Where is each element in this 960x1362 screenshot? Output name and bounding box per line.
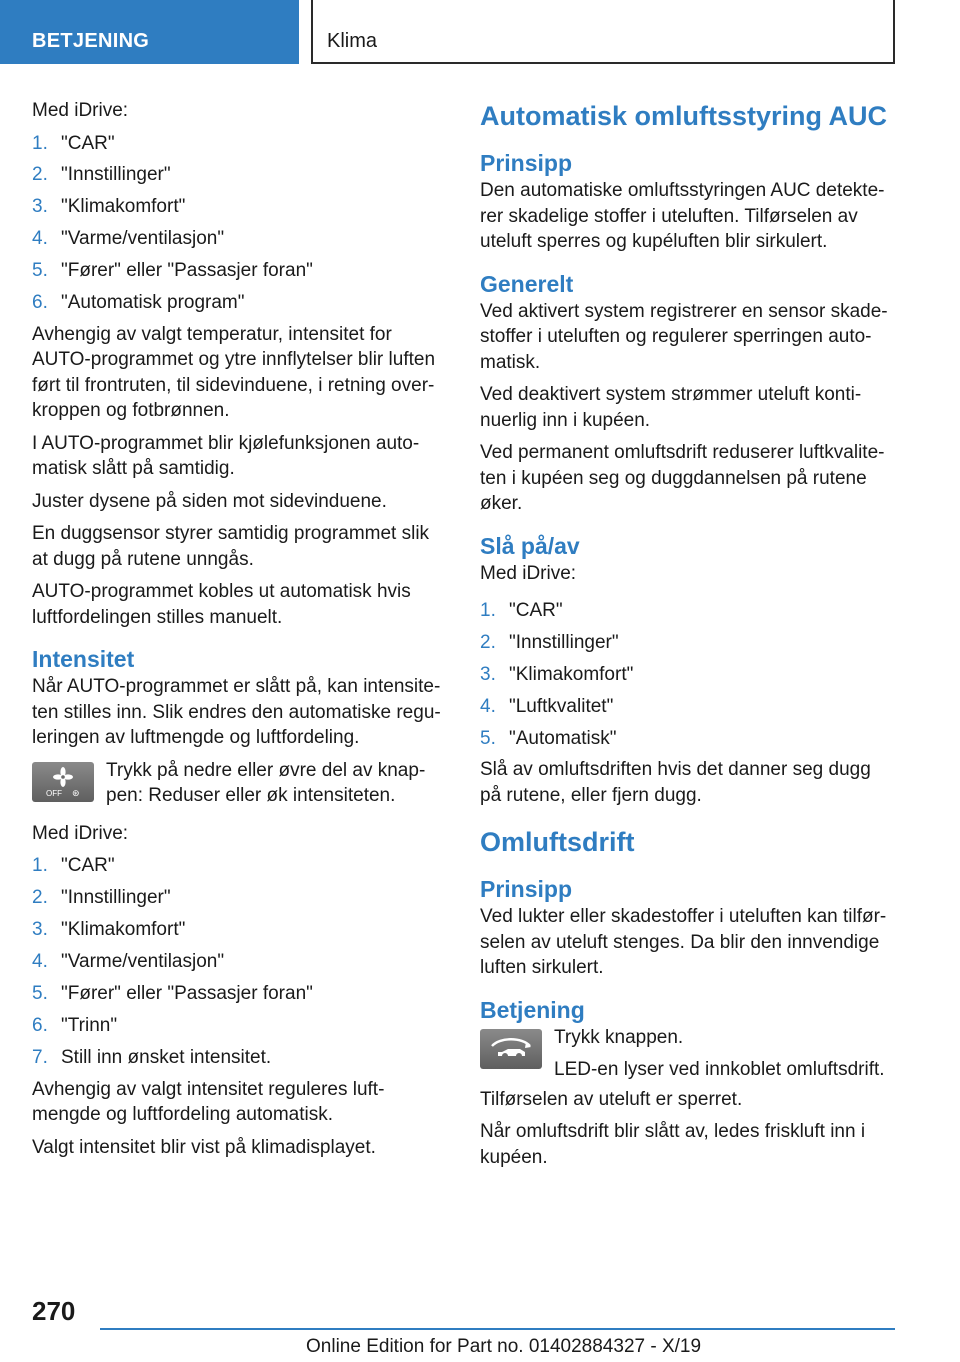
paragraph: Avhengig av valgt intensitet reguleres luftmengde og luftfordeling automatisk. <box>32 1078 385 1126</box>
paragraph: Den automatiske omluftsstyringen AUC detekterer skadelige stoffer i uteluften. Tilførselen av uteluft sperres og kupéluften blir sirkulert. <box>480 180 885 252</box>
step-item <box>480 662 894 688</box>
step-number: 7. <box>32 1046 48 1068</box>
paragraph: Juster dysene på siden mot sidevinduene. <box>32 490 387 512</box>
step-item <box>32 258 446 284</box>
heading-intensitet: Intensitet <box>32 646 135 673</box>
step-number: 2. <box>32 887 48 909</box>
step-item <box>480 598 894 624</box>
paragraph: I AUTO-programmet blir kjølefunksjonen automatisk slått på samtidig. <box>32 432 420 480</box>
heading-generelt: Generelt <box>480 270 574 297</box>
step-label: "Varme/ventilasjon" <box>61 951 225 973</box>
step-item <box>32 917 446 943</box>
step-number: 3. <box>480 663 496 685</box>
step-label: "CAR" <box>61 855 115 877</box>
step-item <box>32 981 446 1007</box>
step-item <box>32 194 446 220</box>
step-label: "Varme/ventilasjon" <box>61 228 225 250</box>
chapter-title: Klima <box>311 0 895 64</box>
step-item <box>480 726 894 752</box>
section-tab: BETJENING <box>0 0 299 64</box>
fan-off-label: OFF <box>46 788 62 798</box>
paragraph: Valgt intensitet blir vist på klimadisplayet. <box>32 1136 376 1158</box>
paragraph: Når omluftsdrift blir slått av, ledes friskluft inn i kupéen. <box>480 1121 866 1168</box>
step-item <box>32 885 446 911</box>
paragraph: Avhengig av valgt temperatur, intensitet for AUTO-programmet og ytre innflytelser blir luften ført til frontruten, til sidevinduene, i retning overkroppen og fotbrønnen. <box>32 323 436 422</box>
step-item <box>32 131 446 157</box>
recirculation-button-row <box>480 1025 894 1083</box>
step-label: "CAR" <box>509 600 563 621</box>
step-label: "Klimakomfort" <box>509 663 634 685</box>
heading-omluftsdrift: Omluftsdrift <box>480 827 635 858</box>
heading-betjening: Betjening <box>480 996 585 1023</box>
step-item <box>32 949 446 975</box>
left-column <box>32 98 446 1167</box>
heading-auc: Automatisk omluftsstyring AUC <box>480 101 888 131</box>
paragraph: AUTO-programmet kobles ut automatisk hvis luftfordelingen stilles manuelt. <box>32 581 411 628</box>
led-note: LED-en lyser ved innkoblet omluftsdrift. <box>554 1059 885 1081</box>
step-label: "Automatisk" <box>509 727 617 749</box>
menu-steps <box>32 853 446 1070</box>
step-label: "Klimakomfort" <box>61 919 186 941</box>
paragraph: Ved aktivert system registrerer en sensor skadestoffer i uteluften og regulerer sperringen automatisk. <box>480 300 888 373</box>
step-item <box>32 290 446 316</box>
step-item <box>32 226 446 252</box>
step-number: 2. <box>32 164 48 186</box>
menu-steps <box>480 598 894 751</box>
button-instruction: Trykk knappen. <box>554 1026 684 1048</box>
right-column <box>480 98 894 1177</box>
step-label: "Innstillinger" <box>61 887 171 909</box>
heading-prinsipp: Prinsipp <box>480 150 573 176</box>
page-number: 270 <box>32 1296 76 1326</box>
step-label: "Klimakomfort" <box>61 196 186 218</box>
idrive-intro: Med iDrive: <box>480 562 577 584</box>
recirculation-button-text <box>554 1025 894 1083</box>
step-number: 3. <box>32 919 48 941</box>
paragraph: En duggsensor styrer samtidig programmet slik at dugg på rutene unngås. <box>32 523 430 570</box>
heading-prinsipp: Prinsipp <box>480 876 573 903</box>
step-item <box>32 1045 446 1071</box>
step-number: 3. <box>32 196 48 218</box>
paragraph: Tilførselen av uteluft er sperret. <box>480 1088 743 1110</box>
step-label: "Automatisk program" <box>61 291 245 313</box>
step-item <box>480 630 894 656</box>
step-number: 1. <box>480 600 496 621</box>
menu-steps <box>32 131 446 316</box>
step-number: 2. <box>480 631 496 653</box>
heading-slaa-paa-av: Slå på/av <box>480 532 580 559</box>
edition-note: Online Edition for Part no. 01402884327 - X/19 <box>306 1336 702 1357</box>
step-number: 4. <box>32 951 48 973</box>
paragraph: Når AUTO-programmet er slått på, kan intensiteten stilles inn. Slik endres den automatiske reguleringen av luftmengde og luftfordeling. <box>32 676 441 749</box>
step-label: "CAR" <box>61 132 115 154</box>
step-number: 5. <box>32 260 48 282</box>
step-label: "Innstillinger" <box>61 164 171 186</box>
step-number: 4. <box>480 695 496 717</box>
step-number: 5. <box>32 982 48 1004</box>
footer-divider <box>100 1328 895 1330</box>
step-label: "Luftkvalitet" <box>509 695 614 717</box>
step-item <box>32 853 446 879</box>
step-item <box>32 162 446 188</box>
paragraph: Ved lukter eller skadestoffer i uteluften kan tilførselen av uteluft stenges. Da blir den innvendige luften sirkulert. <box>480 906 887 979</box>
step-number: 1. <box>32 855 48 877</box>
paragraph: Slå av omluftsdriften hvis det danner seg dugg på rutene, eller fjern dugg. <box>480 759 871 806</box>
step-item <box>480 694 894 720</box>
step-number: 6. <box>32 1014 48 1036</box>
step-number: 4. <box>32 228 48 250</box>
fan-button-icon <box>32 762 94 802</box>
step-number: 5. <box>480 727 496 749</box>
recirculation-button-icon <box>480 1029 542 1069</box>
step-item <box>32 1013 446 1039</box>
step-label: Still inn ønsket intensitet. <box>61 1046 272 1068</box>
idrive-intro: Med iDrive: <box>32 100 129 121</box>
step-label: "Trinn" <box>61 1014 118 1036</box>
svg-text:⊛: ⊛ <box>72 787 80 798</box>
step-label: "Innstillinger" <box>509 631 619 653</box>
paragraph: Ved deaktivert system strømmer uteluft kontinuerlig inn i kupéen. <box>480 384 862 431</box>
step-number: 6. <box>32 291 48 313</box>
fan-button-row <box>32 758 446 809</box>
step-label: "Fører" eller "Passasjer foran" <box>61 260 313 282</box>
step-label: "Fører" eller "Passasjer foran" <box>61 982 313 1004</box>
idrive-intro: Med iDrive: <box>32 822 129 844</box>
fan-button-text: Trykk på nedre eller øvre del av knappen: Reduser eller øk intensiteten. <box>106 759 426 807</box>
step-number: 1. <box>32 132 48 154</box>
paragraph: Ved permanent omluftsdrift reduserer luftkvaliteten i kupéen seg og duggdannelsen på rutene øker. <box>480 442 885 514</box>
